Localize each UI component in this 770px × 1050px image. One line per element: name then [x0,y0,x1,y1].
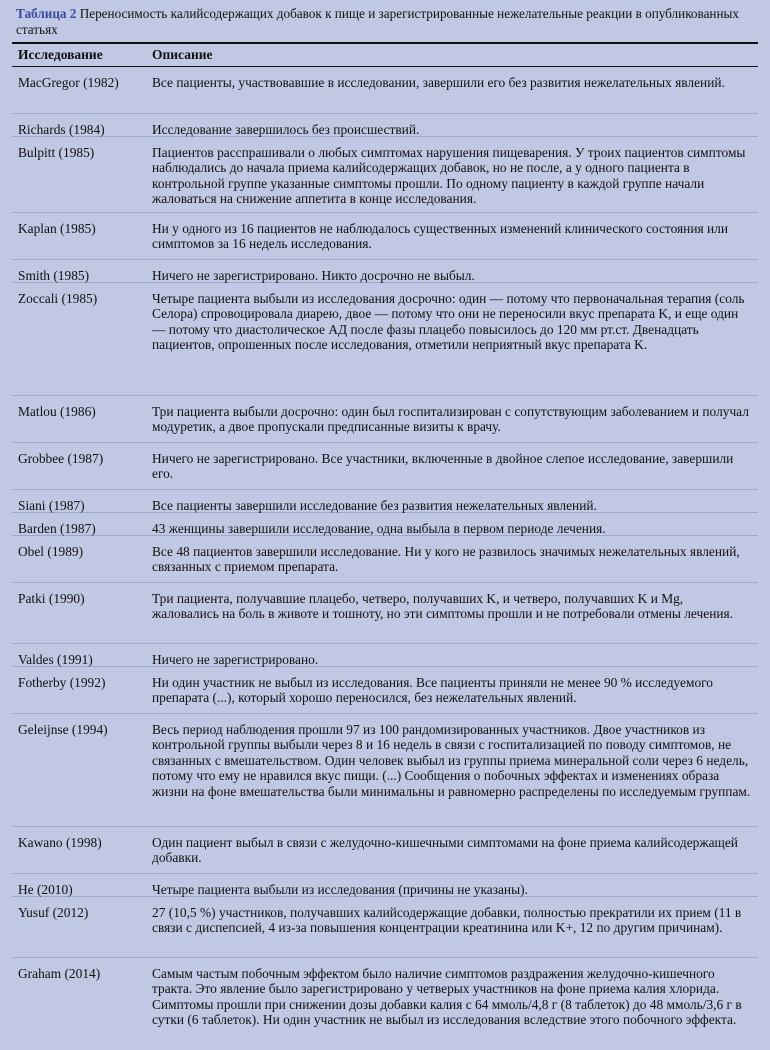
study-cell: MacGregor (1982) [18,75,119,90]
table-row [12,958,758,1050]
description-cell: Один пациент выбыл в связи с желудочно-кишечными симптомами на фоне приема калийсодержащей добавки. [152,835,738,866]
description-cell: Весь период наблюдения прошли 97 из 100 рандомизированных участников. Двое участников из контрольной группы выбыли через 8 и 16 недель в связи с госпитализацией по поводу симптомов, не связанных с вмешательством. Один человек выбыл из группы приема минеральной соли через 6 недель, потому что ему не нравился вкус пищи. (...) Сообщения о побочных эффектах и изменениях образа жизни на фоне вмешательства были минимальны и равномерно распределены по исследуемым группам. [152,722,751,799]
study-cell: Kawano (1998) [18,835,102,850]
description-cell: 27 (10,5 %) участников, получавших калийсодержащие добавки, полностью прекратили их прием (11 в связи с диспепсией, 4 из-за повышения концентрации креатинина или K+, 12 по другим причинам). [152,905,742,936]
study-cell: Zoccali (1985) [18,291,98,306]
table-body [12,67,758,1050]
description-cell: Все 48 пациентов завершили исследование. Ни у кого не развилось значимых нежелательных явлений, связанных с приемом препарата. [152,544,740,575]
study-cell: Graham (2014) [18,966,101,981]
table-row [12,260,758,283]
study-cell: Patki (1990) [18,591,85,606]
description-cell: Ничего не зарегистрировано. Все участники, включенные в двойное слепое исследование, завершили его. [152,451,734,482]
study-cell: Geleijnse (1994) [18,722,108,737]
table-row [12,114,758,137]
study-cell: Matlou (1986) [18,404,96,419]
table-row [12,67,758,114]
table-row [12,137,758,213]
table-row [12,583,758,644]
table-caption-text: Переносимость калийсодержащих добавок к пище и зарегистрированные нежелательные реакции в опубликованных статьях [16,6,740,37]
study-cell: Obel (1989) [18,544,84,559]
description-cell: Все пациенты завершили исследование без развития нежелательных явлений. [152,498,597,513]
description-cell: Исследование завершилось без происшествий. [152,122,420,137]
description-cell: Ни один участник не выбыл из исследования. Все пациенты приняли не менее 90 % исследуемого препарата (...), который хорошо переносился, без нежелательных явлений. [152,675,713,706]
table-row [12,644,758,667]
table-row [12,874,758,897]
column-header-study: Исследование [18,47,103,62]
study-cell: Yusuf (2012) [18,905,89,920]
table-row [12,897,758,958]
table-caption-label: Таблица 2 [16,6,77,21]
table-row [12,827,758,874]
table-row [12,714,758,827]
study-cell: Smith (1985) [18,268,90,283]
table-caption [16,6,758,38]
description-cell: Все пациенты, участвовавшие в исследовании, завершили его без развития нежелательных явлений. [152,75,725,90]
description-cell: Четыре пациента выбыли из исследования досрочно: один — потому что первоначальная терапия (соль Селора) спровоцировала диарею, двое — потому что они не переносили вкус препарата K, и еще один — потому что диастолическое АД после фазы плацебо повысилось до 120 мм рт.ст. Двенадцать пациентов, опрошенных после исследования, отметили неприятный вкус препарата K. [152,291,745,353]
description-cell: Ничего не зарегистрировано. [152,652,319,667]
table-row [12,213,758,260]
table-row [12,667,758,714]
table-row [12,536,758,583]
table-row [12,396,758,443]
description-cell: Пациентов расспрашивали о любых симптомах нарушения пищеварения. У троих пациентов симптомы наблюдались до начала приема калийсодержащих добавок, но не после, а у одного пациента в контрольной группе указанные симптомы прошли. По одному пациенту в каждой группе начали жаловаться на снижение аппетита в конце исследования. [152,145,746,207]
study-cell: He (2010) [18,882,73,897]
description-cell: Четыре пациента выбыли из исследования (причины не указаны). [152,882,528,897]
study-cell: Valdes (1991) [18,652,93,667]
table-row [12,283,758,396]
table-header-row [12,44,758,67]
study-cell: Barden (1987) [18,521,96,536]
table-row [12,443,758,490]
description-cell: Ничего не зарегистрировано. Никто досрочно не выбыл. [152,268,475,283]
table-row [12,513,758,536]
column-header-description: Описание [152,47,213,62]
description-cell: Самым частым побочным эффектом было наличие симптомов раздражения желудочно-кишечного тракта. Это явление было зарегистрировано у четверых участников на фоне приема калия хлорида. Симптомы прошли при снижении дозы добавки калия с 64 ммоль/4,8 г (8 таблеток) до 48 ммоль/3,6 г в сутки (6 таблеток). Ни один участник не выбыл из исследования вследствие этого побочного эффекта. [152,966,742,1028]
description-cell: Ни у одного из 16 пациентов не наблюдалось существенных изменений клинического состояния или симптомов за 16 недель исследования. [152,221,729,252]
description-cell: 43 женщины завершили исследование, одна выбыла в первом периоде лечения. [152,521,606,536]
description-cell: Три пациента, получавшие плацебо, четверо, получавших K, и четверо, получавших K и Mg, жаловались на боль в животе и тошноту, но эти симптомы прошли и не потребовали отмены лечения. [152,591,734,622]
study-cell: Siani (1987) [18,498,85,513]
study-cell: Bulpitt (1985) [18,145,95,160]
study-cell: Kaplan (1985) [18,221,96,236]
study-cell: Richards (1984) [18,122,105,137]
table-row [12,490,758,513]
study-cell: Grobbee (1987) [18,451,104,466]
study-cell: Fotherby (1992) [18,675,106,690]
description-cell: Три пациента выбыли досрочно: один был госпитализирован с сопутствующим заболеванием и получал модуретик, а двое пропускали предписанные визиты к врачу. [152,404,749,435]
